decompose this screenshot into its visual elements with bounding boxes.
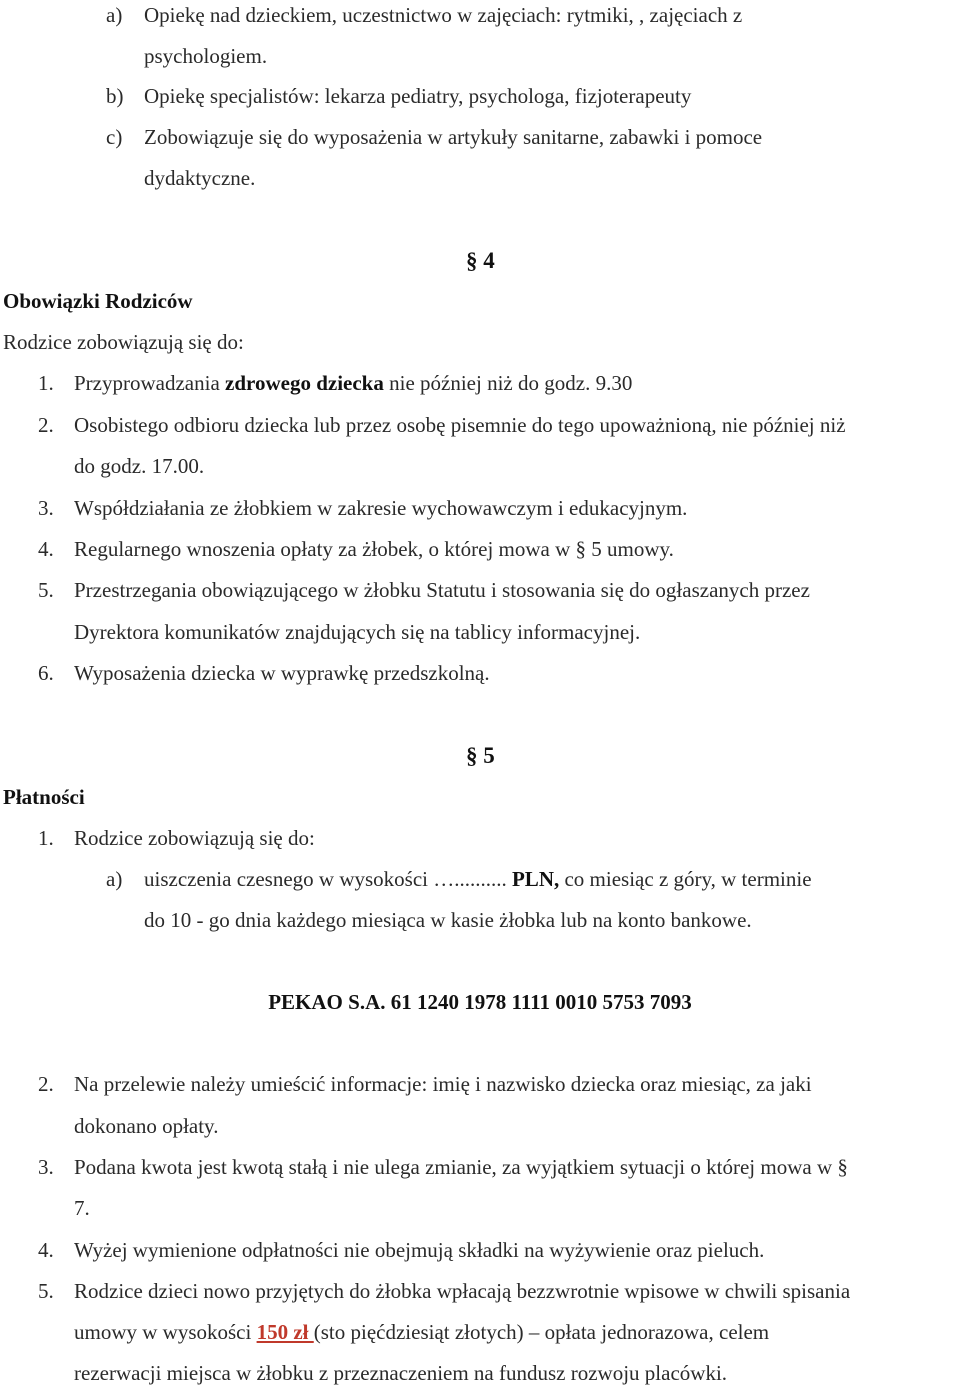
section-intro: Rodzice zobowiązują się do: bbox=[3, 330, 244, 354]
list-text: uiszczenia czesnego w wysokości ….......... PLN, co miesiąc z góry, w terminie bbox=[144, 867, 812, 891]
list-marker: b) bbox=[106, 84, 124, 108]
list-marker: c) bbox=[106, 125, 123, 149]
list-text: dydaktyczne. bbox=[144, 166, 256, 190]
list-marker: 5. bbox=[38, 1279, 54, 1303]
list-marker: 6. bbox=[38, 661, 54, 685]
section-symbol: § 5 bbox=[466, 743, 495, 768]
list-marker: 1. bbox=[38, 826, 54, 850]
list-marker: 4. bbox=[38, 537, 54, 561]
section-symbol: § 4 bbox=[466, 248, 495, 273]
list-text: Wyposażenia dziecka w wyprawkę przedszkolną. bbox=[74, 661, 490, 685]
list-text: umowy w wysokości 150 zł (sto pięćdziesiąt złotych) – opłata jednorazowa, celem bbox=[74, 1320, 770, 1344]
list-marker: 1. bbox=[38, 371, 54, 395]
list-marker: 3. bbox=[38, 496, 54, 520]
list-text: dokonano opłaty. bbox=[74, 1114, 219, 1138]
list-text: Wyżej wymienione odpłatności nie obejmują składki na wyżywienie oraz pieluch. bbox=[74, 1238, 765, 1262]
list-text: rezerwacji miejsca w żłobku z przeznaczeniem na fundusz rozwoju placówki. bbox=[74, 1361, 728, 1385]
list-text: Współdziałania ze żłobkiem w zakresie wychowawczym i edukacyjnym. bbox=[74, 496, 688, 520]
list-text: do 10 - go dnia każdego miesiąca w kasie żłobka lub na konto bankowe. bbox=[144, 908, 752, 932]
list-text: Osobistego odbioru dziecka lub przez osobę pisemnie do tego upoważnioną, nie później niż bbox=[74, 413, 846, 437]
section-heading: Płatności bbox=[3, 785, 85, 809]
list-text: psychologiem. bbox=[144, 44, 268, 68]
list-marker: a) bbox=[106, 867, 123, 891]
list-text: Dyrektora komunikatów znajdujących się na tablicy informacyjnej. bbox=[74, 620, 641, 644]
list-marker: 2. bbox=[38, 413, 54, 437]
list-text: 7. bbox=[74, 1196, 90, 1220]
list-marker: a) bbox=[106, 3, 123, 27]
list-text: Przestrzegania obowiązującego w żłobku Statutu i stosowania się do ogłaszanych przez bbox=[74, 578, 810, 602]
section-heading: Obowiązki Rodziców bbox=[3, 289, 193, 313]
list-marker: 2. bbox=[38, 1072, 54, 1096]
list-marker: 4. bbox=[38, 1238, 54, 1262]
list-text: Podana kwota jest kwotą stałą i nie ulega zmianie, za wyjątkiem sytuacji o której mowa w § bbox=[74, 1155, 848, 1179]
list-marker: 5. bbox=[38, 578, 54, 602]
list-marker: 3. bbox=[38, 1155, 54, 1179]
fee-amount-link[interactable]: 150 zł bbox=[256, 1320, 314, 1344]
list-text: Rodzice dzieci nowo przyjętych do żłobka wpłacają bezzwrotnie wpisowe w chwili spisania bbox=[74, 1279, 851, 1303]
list-text: Na przelewie należy umieścić informacje: imię i nazwisko dziecka oraz miesiąc, za jaki bbox=[74, 1072, 812, 1096]
list-text: Zobowiązuje się do wyposażenia w artykuły sanitarne, zabawki i pomoce bbox=[144, 125, 763, 149]
list-text: do godz. 17.00. bbox=[74, 454, 205, 478]
list-text: Opiekę nad dzieckiem, uczestnictwo w zajęciach: rytmiki, , zajęciach z bbox=[144, 3, 743, 27]
list-text: Rodzice zobowiązują się do: bbox=[74, 826, 315, 850]
list-text: Opiekę specjalistów: lekarza pediatry, psychologa, fizjoterapeuty bbox=[144, 84, 692, 108]
list-text: Regularnego wnoszenia opłaty za żłobek, o której mowa w § 5 umowy. bbox=[74, 537, 674, 561]
bank-account: PEKAO S.A. 61 1240 1978 1111 0010 5753 7093 bbox=[268, 990, 692, 1014]
list-text: Przyprowadzania zdrowego dziecka nie później niż do godz. 9.30 bbox=[74, 371, 633, 395]
